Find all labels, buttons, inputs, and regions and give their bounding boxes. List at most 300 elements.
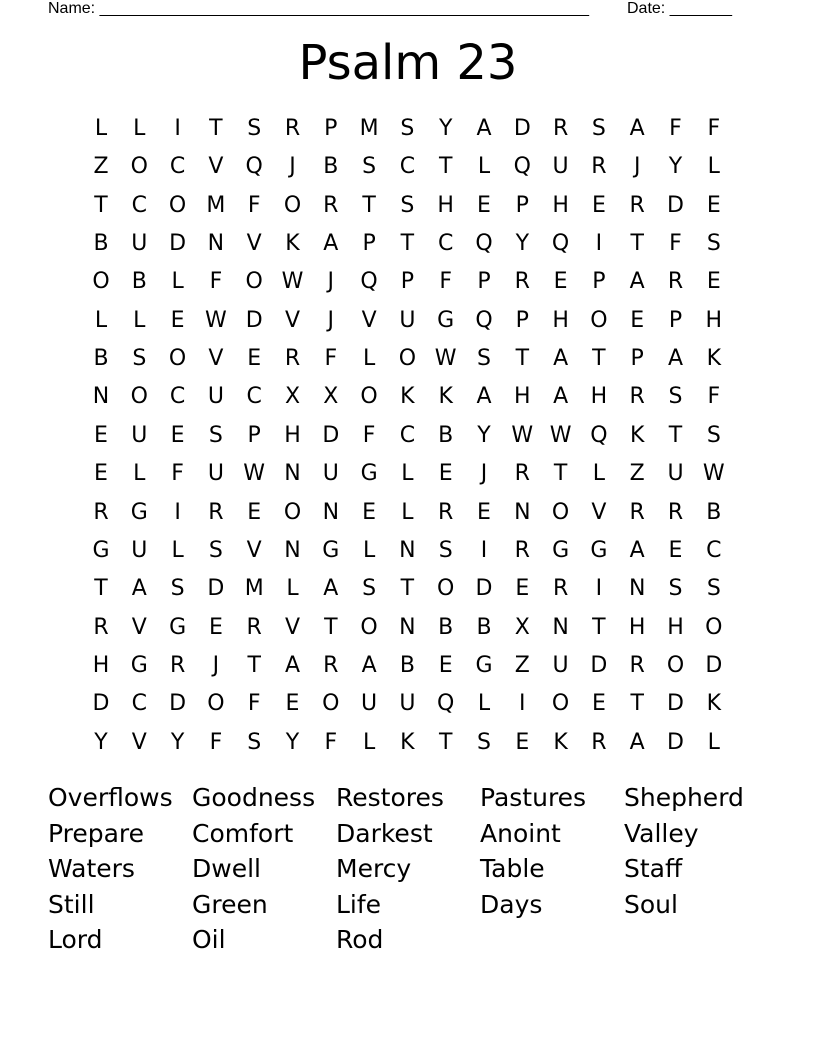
grid-letter: H [552,192,569,218]
grid-letter: N [207,231,225,257]
grid-letter: S [362,576,377,602]
grid-letter: R [284,116,301,141]
grid-letter: W [511,422,534,448]
grid-letter: A [667,346,684,372]
grid-letter: L [171,537,184,563]
grid-letter: K [438,384,453,410]
grid-letter: Y [668,154,683,180]
grid-letter: A [553,384,569,410]
grid-letter: K [285,231,300,257]
grid-letter: E [208,614,223,640]
grid-letter: S [362,154,377,180]
grid-letter: V [208,154,224,180]
grid-letter: D [92,691,110,717]
grid-letter: Y [438,116,453,141]
grid-letter: H [628,614,646,640]
grid-letter: R [323,652,339,678]
word-list-item: Prepare [48,818,145,848]
grid-letter: U [399,307,416,333]
grid-letter: O [551,499,570,525]
grid-letter: C [246,384,262,410]
grid-letter: Q [475,231,493,257]
grid-letter: V [131,729,147,755]
grid-letter: T [630,691,644,717]
grid-letter: O [130,384,148,410]
grid-letter: G [360,461,378,487]
grid-letter: E [515,729,530,755]
grid-letter: V [246,537,262,563]
grid-letter: R [438,499,454,525]
word-list-item: Lord [48,925,103,954]
grid-letter: P [362,231,376,257]
grid-letter: J [327,307,335,333]
grid-letter: O [283,499,302,525]
word-list [48,782,778,960]
grid-letter: R [667,499,684,525]
grid-letter: B [323,154,339,180]
name-field[interactable]: Name: _______________________________________________________ [48,0,589,17]
grid-letter: W [281,269,304,295]
grid-letter: P [477,269,491,295]
grid-letter: H [705,307,723,333]
grid-letter: S [400,192,415,218]
grid-letter: F [209,729,223,755]
grid-letter: F [247,192,261,218]
grid-letter: T [630,231,644,257]
grid-letter: S [706,422,721,448]
grid-letter: O [437,576,455,602]
grid-letter: S [591,116,606,141]
grid-letter: O [168,192,187,218]
grid-letter: E [170,307,185,333]
grid-letter: H [590,384,608,410]
grid-letter: Q [245,154,263,180]
grid-letter: S [208,537,223,563]
grid-letter: V [284,614,301,640]
grid-letter: U [667,461,684,487]
grid-letter: J [289,154,296,180]
grid-letter: V [591,499,607,525]
grid-letter: R [284,346,301,372]
grid-letter: A [323,231,339,257]
grid-letter: O [551,691,570,717]
grid-letter: Z [629,461,645,487]
grid-letter: B [476,614,492,640]
grid-letter: L [362,346,376,372]
grid-letter: F [439,269,453,295]
grid-letter: S [208,422,223,448]
word-list-item: Anoint [480,818,561,848]
grid-letter: S [706,231,721,257]
grid-letter: S [477,346,491,372]
grid-letter: A [629,537,645,563]
grid-letter: C [131,691,147,717]
grid-letter: H [92,652,110,678]
grid-letter: A [284,652,301,678]
grid-letter: D [207,576,225,602]
grid-letter: Q [513,154,531,180]
grid-letter: P [515,307,529,333]
grid-letter: T [438,729,453,755]
grid-letter: D [590,652,608,678]
grid-letter: I [595,576,603,602]
grid-letter: V [131,614,147,640]
word-list-item: Waters [48,854,135,883]
grid-letter: E [668,537,683,563]
grid-letter: T [515,346,530,372]
grid-letter: S [438,537,453,563]
grid-letter: T [362,192,376,218]
grid-letter: Q [551,231,570,257]
grid-letter: E [477,192,491,218]
word-list-item: Overflows [48,783,173,812]
grid-letter: P [324,116,338,141]
grid-letter: Q [590,422,608,448]
grid-letter: O [168,346,187,372]
grid-letter: N [92,384,110,410]
grid-letter: Y [285,729,300,755]
grid-letter: M [244,576,264,602]
grid-letter: I [174,499,181,525]
word-list-item: Pastures [480,783,587,812]
grid-letter: T [668,422,683,448]
grid-letter: B [438,614,454,640]
grid-letter: T [94,192,108,218]
grid-letter: R [667,269,684,295]
grid-letter: R [629,192,645,218]
grid-letter: T [400,231,415,257]
grid-letter: T [94,576,108,602]
grid-letter: F [362,422,376,448]
grid-letter: I [480,537,488,563]
grid-letter: R [514,537,530,563]
grid-letter: O [398,346,417,372]
grid-letter: Y [170,729,185,755]
grid-letter: R [93,499,109,525]
grid-letter: V [246,231,262,257]
grid-letter: W [434,346,457,372]
grid-letter: T [553,461,568,487]
grid-letter: D [245,307,263,333]
grid-letter: D [667,192,684,218]
grid-letter: N [552,614,569,640]
grid-letter: U [399,691,416,717]
word-list-item: Soul [624,889,678,919]
grid-letter: P [515,192,529,218]
grid-letter: D [322,422,340,448]
grid-letter: H [667,614,684,640]
grid-letter: E [553,269,568,295]
grid-letter: J [212,652,220,678]
grid-letter: D [169,231,187,257]
grid-letter: M [359,116,379,141]
grid-letter: Q [475,307,493,333]
grid-letter: S [668,384,683,410]
grid-letter: A [476,116,492,141]
grid-letter: Y [94,729,108,755]
grid-letter: D [667,691,684,717]
grid-letter: R [246,614,262,640]
grid-letter: P [592,269,606,295]
grid-letter: X [284,384,301,410]
grid-letter: J [327,269,335,295]
grid-letter: W [205,307,227,333]
grid-letter: E [247,499,262,525]
grid-letter: E [362,499,377,525]
grid-letter: L [592,461,606,487]
grid-letter: E [477,499,491,525]
grid-letter: E [591,691,606,717]
grid-letter: S [706,576,721,602]
grid-letter: L [401,461,414,487]
grid-letter: L [94,116,108,141]
grid-letter: L [362,537,376,563]
grid-letter: S [132,346,147,372]
grid-letter: O [590,307,608,333]
grid-letter: Y [477,422,491,448]
word-list-item: Restores [336,783,444,812]
grid-letter: A [629,116,645,141]
grid-letter: O [130,154,148,180]
grid-letter: E [285,691,300,717]
grid-letter: X [323,384,339,410]
grid-letter: T [400,576,415,602]
grid-letter: R [552,116,569,141]
grid-letter: O [283,192,302,218]
grid-letter: O [322,691,340,717]
grid-letter: A [476,384,492,410]
grid-letter: L [477,691,491,717]
grid-letter: B [131,269,147,295]
grid-letter: C [131,192,147,218]
grid-letter: A [629,269,645,295]
grid-letter: E [94,422,108,448]
grid-letter: O [245,269,263,295]
grid-letter: S [247,729,262,755]
grid-letter: G [552,537,570,563]
grid-letter: E [94,461,108,487]
grid-letter: T [209,116,223,141]
grid-letter: D [513,116,531,141]
grid-letter: P [668,307,683,333]
grid-letter: D [705,652,723,678]
grid-letter: F [707,116,721,141]
grid-letter: Q [360,269,378,295]
grid-letter: A [131,576,147,602]
grid-letter: O [207,691,225,717]
grid-letter: H [552,307,569,333]
grid-letter: S [170,576,185,602]
grid-letter: C [169,154,186,180]
grid-letter: W [702,461,725,487]
grid-letter: U [131,422,148,448]
grid-letter: L [94,307,108,333]
grid-letter: G [169,614,187,640]
word-list-item: Dwell [192,854,261,883]
grid-letter: P [400,269,415,295]
grid-letter: T [324,614,338,640]
grid-letter: U [322,461,339,487]
grid-letter: E [706,192,721,218]
grid-letter: U [207,384,224,410]
grid-letter: L [133,307,146,333]
grid-letter: A [323,576,339,602]
grid-letter: F [171,461,184,487]
word-list-item: Comfort [192,818,294,848]
grid-letter: N [399,614,416,640]
grid-letter: V [361,307,377,333]
grid-letter: I [519,691,526,717]
grid-letter: R [591,154,607,180]
word-list-item: Days [480,889,543,919]
grid-letter: A [361,652,377,678]
grid-letter: P [247,422,261,448]
grid-letter: Y [515,231,530,257]
grid-letter: D [667,729,684,755]
grid-letter: G [475,652,493,678]
grid-letter: G [322,537,340,563]
grid-letter: W [549,422,572,448]
grid-letter: N [399,537,416,563]
grid-letter: B [438,422,454,448]
grid-letter: L [477,154,491,180]
grid-letter: F [669,116,682,141]
grid-letter: F [324,346,338,372]
grid-letter: N [284,461,301,487]
grid-letter: K [400,384,415,410]
page-title: Psalm 23 [298,35,518,91]
grid-letter: D [169,691,187,717]
grid-letter: S [247,116,262,141]
grid-letter: C [399,154,416,180]
word-list-item: Staff [624,854,683,883]
grid-letter: B [706,499,722,525]
grid-letter: R [169,652,186,678]
word-list-item: Table [480,854,545,883]
grid-letter: O [360,384,378,410]
grid-letter: G [130,652,148,678]
grid-letter: U [361,691,378,717]
grid-letter: J [633,154,641,180]
grid-letter: U [131,537,148,563]
grid-letter: B [93,231,109,257]
grid-letter: E [170,422,185,448]
word-list-item: Shepherd [624,783,744,812]
word-list-item: Goodness [192,783,316,812]
date-field[interactable]: Date: _______ [627,0,732,17]
grid-letter: F [209,269,223,295]
grid-letter: U [552,652,569,678]
grid-letter: H [437,192,454,218]
grid-letter: A [629,729,645,755]
grid-letter: R [629,499,645,525]
grid-letter: R [591,729,607,755]
grid-letter: I [595,231,603,257]
grid-letter: A [553,346,569,372]
grid-letter: F [324,729,338,755]
grid-letter: Z [93,154,109,180]
grid-letter: K [400,729,415,755]
grid-letter: R [514,461,530,487]
grid-letter: T [592,346,606,372]
grid-letter: V [208,346,224,372]
grid-letter: L [707,729,720,755]
grid-letter: V [284,307,301,333]
grid-letter: H [284,422,301,448]
grid-letter: E [591,192,606,218]
grid-letter: L [171,269,184,295]
grid-letter: U [207,461,224,487]
grid-letter: I [174,116,181,141]
grid-letter: T [592,614,606,640]
grid-letter: O [666,652,685,678]
grid-letter: K [706,691,722,717]
grid-letter: E [515,576,530,602]
grid-letter: K [553,729,568,755]
grid-letter: G [92,537,110,563]
grid-letter: E [706,269,721,295]
grid-letter: W [243,461,266,487]
grid-letter: K [706,346,722,372]
grid-letter: L [133,116,146,141]
grid-letter: T [247,652,261,678]
grid-letter: C [169,384,186,410]
grid-letter: R [93,614,109,640]
grid-letter: O [92,269,110,295]
grid-letter: R [629,384,645,410]
word-list-item: Life [336,889,382,919]
word-list-item: Still [48,889,95,919]
grid-letter: G [590,537,608,563]
word-list-item: Mercy [336,854,412,883]
grid-letter: O [360,614,378,640]
word-list-item: Oil [192,925,226,954]
word-list-item: Rod [336,925,384,954]
grid-letter: F [247,691,261,717]
grid-letter: L [286,576,299,602]
grid-letter: E [630,307,645,333]
grid-letter: Z [514,652,530,678]
grid-letter: R [552,576,569,602]
grid-letter: S [400,116,415,141]
grid-letter: H [514,384,531,410]
word-list-item: Darkest [336,818,433,848]
grid-letter: B [399,652,415,678]
grid-letter: X [514,614,530,640]
grid-letter: L [362,729,376,755]
grid-letter: C [399,422,416,448]
grid-letter: J [480,461,488,487]
grid-letter: T [438,154,453,180]
grid-letter: U [131,231,148,257]
grid-letter: S [477,729,491,755]
grid-letter: S [668,576,683,602]
grid-letter: B [93,346,109,372]
grid-letter: G [437,307,455,333]
grid-letter: E [247,346,262,372]
grid-letter: P [630,346,644,372]
grid-letter: G [130,499,148,525]
grid-letter: Q [437,691,455,717]
grid-letter: D [475,576,493,602]
grid-letter: N [322,499,340,525]
grid-letter: F [669,231,682,257]
grid-letter: U [552,154,569,180]
grid-letter: E [438,652,453,678]
grid-letter: K [629,422,645,448]
grid-letter: N [514,499,531,525]
grid-letter: R [208,499,224,525]
